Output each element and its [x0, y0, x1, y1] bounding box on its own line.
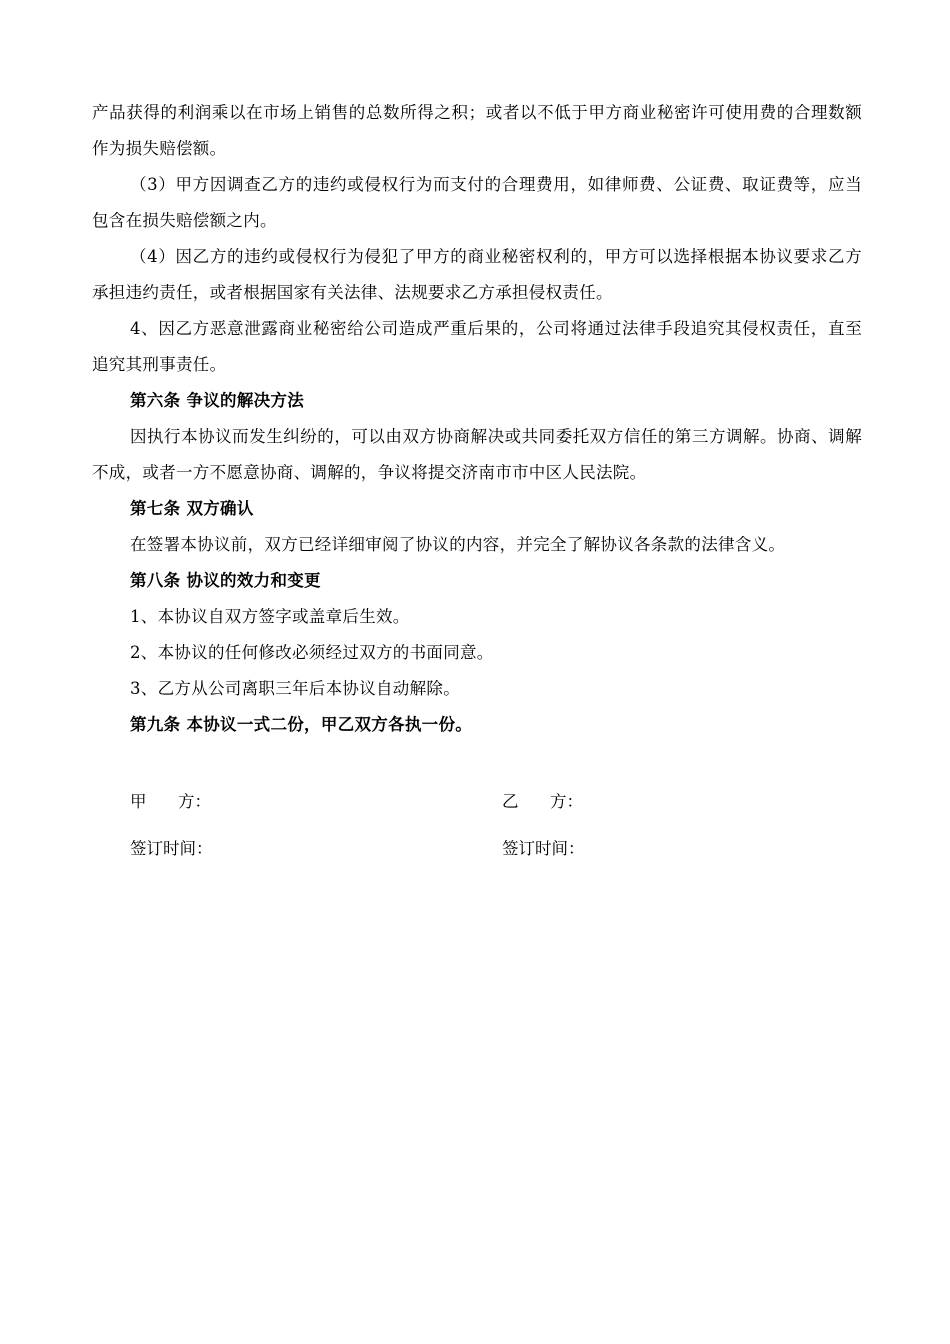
- paragraph-damages-calculation: 产品获得的利润乘以在市场上销售的总数所得之积；或者以不低于甲方商业秘密许可使用费的合理数额作为损失赔偿额。: [92, 103, 862, 158]
- date-row: [130, 837, 830, 861]
- paragraph-dispute-resolution: 因执行本协议而发生纠纷的，可以由双方协商解决或共同委托双方信任的第三方调解。协商、调解不成，或者一方不愿意协商、调解的，争议将提交济南市市中区人民法院。: [92, 427, 862, 482]
- paragraph-effect-3: 3、乙方从公司离职三年后本协议自动解除。: [130, 679, 460, 698]
- date-b-label: 签订时间：: [502, 839, 585, 858]
- party-a-label: 甲 方：: [130, 792, 211, 811]
- heading-article-9: 第九条 本协议一式二份，甲乙双方各执一份。: [130, 715, 473, 734]
- party-row: [130, 790, 830, 814]
- document-body: [92, 95, 862, 743]
- paragraph-item-4: （4）因乙方的违约或侵权行为侵犯了甲方的商业秘密权利的，甲方可以选择根据本协议要求乙方承担违约责任，或者根据国家有关法律、法规要求乙方承担侵权责任。: [92, 247, 862, 302]
- heading-article-8: 第八条 协议的效力和变更: [130, 571, 321, 590]
- date-a-label: 签订时间：: [130, 839, 213, 858]
- paragraph-mutual-confirmation: 在签署本协议前，双方已经详细审阅了协议的内容，并完全了解协议各条款的法律含义。: [130, 535, 786, 554]
- paragraph-effect-1: 1、本协议自双方签字或盖章后生效。: [130, 607, 410, 626]
- paragraph-clause-4: 4、因乙方恶意泄露商业秘密给公司造成严重后果的，公司将通过法律手段追究其侵权责任，直至追究其刑事责任。: [92, 319, 862, 374]
- heading-article-6: 第六条 争议的解决方法: [130, 391, 305, 410]
- heading-article-7: 第七条 双方确认: [130, 499, 254, 518]
- paragraph-effect-2: 2、本协议的任何修改必须经过双方的书面同意。: [130, 643, 494, 662]
- party-b-label: 乙 方：: [502, 792, 583, 811]
- paragraph-item-3: （3）甲方因调查乙方的违约或侵权行为而支付的合理费用，如律师费、公证费、取证费等，应当包含在损失赔偿额之内。: [92, 175, 862, 230]
- signature-block: [130, 790, 830, 861]
